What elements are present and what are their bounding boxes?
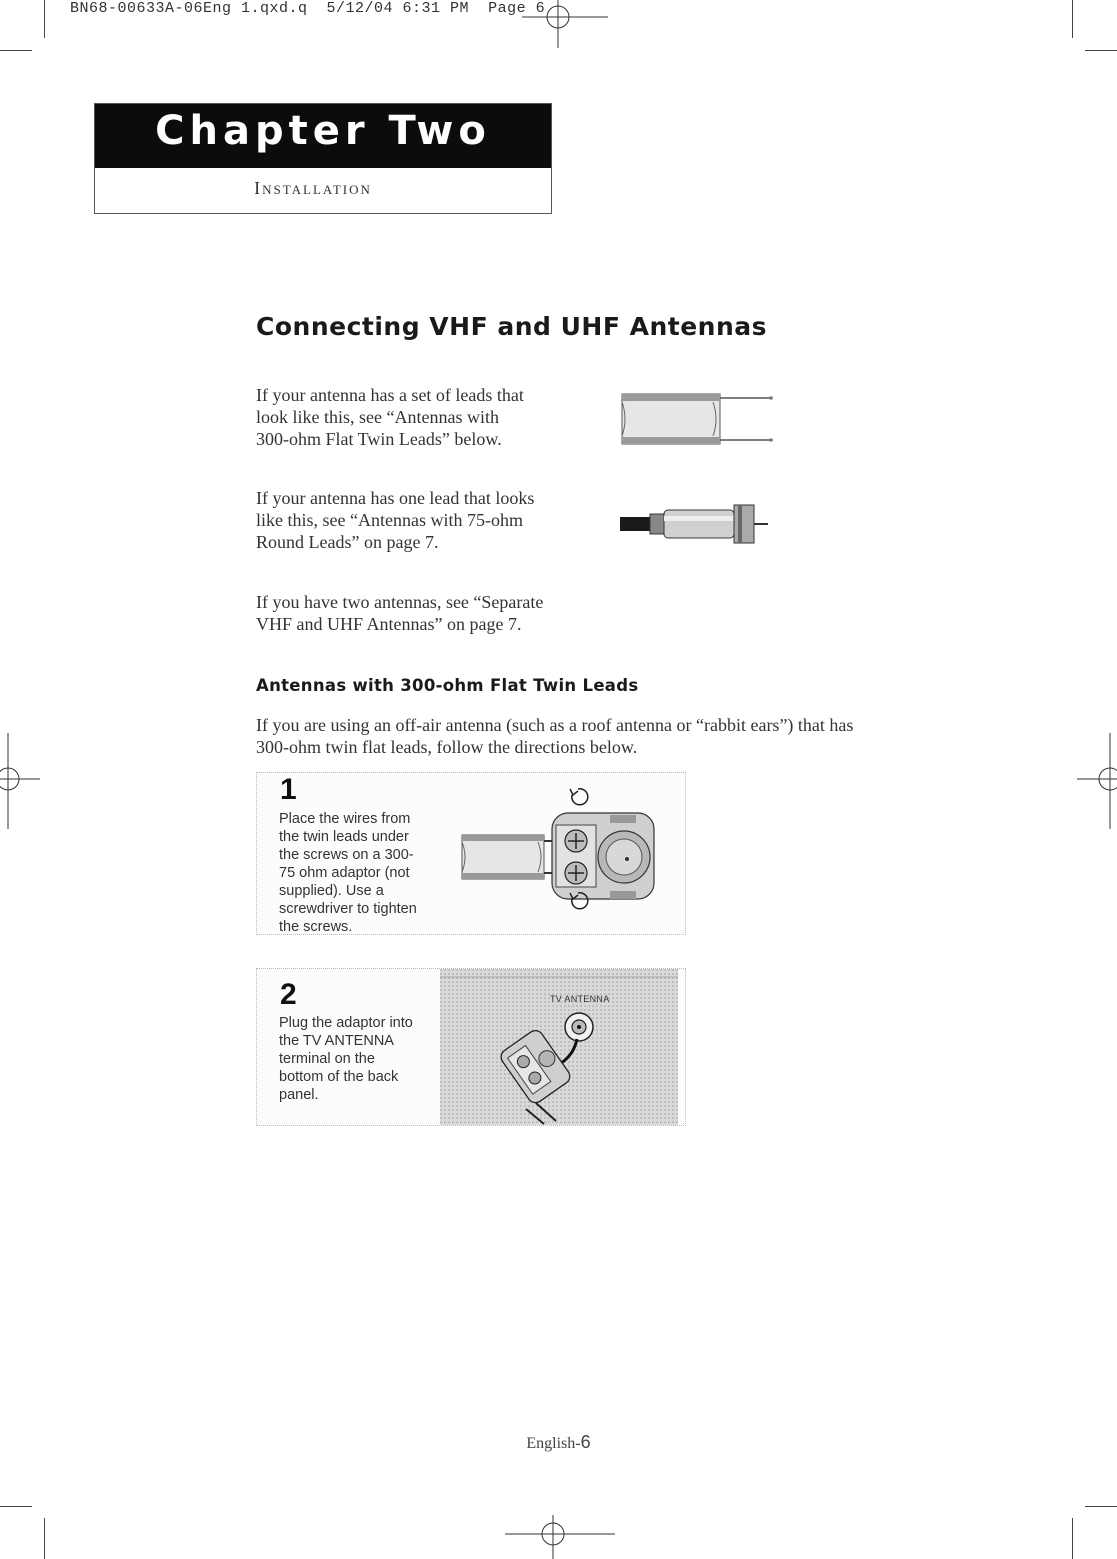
subsection-title: Antennas with 300-ohm Flat Twin Leads (256, 676, 639, 695)
step-1-text: Place the wires from the twin leads under the screws on a 300- 75 ohm adaptor (not supplied). Use a screwdriver to tighten the screws. (279, 811, 417, 935)
tv-antenna-label: TV ANTENNA (550, 994, 610, 1004)
page-footer (0, 1432, 1117, 1453)
flat-twin-lead-illustration (618, 388, 778, 454)
subsection-body: If you are using an off-air antenna (such as a roof antenna or “rabbit ears”) that has 300-ohm twin flat leads, follow the directions below. (256, 715, 854, 757)
registration-mark-top (520, 0, 610, 48)
step-2-text: Plug the adaptor into the TV ANTENNA terminal on the bottom of the back panel. (279, 1015, 413, 1103)
footer-language: English- (526, 1435, 581, 1452)
chapter-subtitle: Installation (254, 178, 372, 198)
intro-paragraph-1: If your antenna has a set of leads that look like this, see “Antennas with 300-ohm Flat Twin Leads” below. (256, 385, 524, 449)
step-1-number: 1 (280, 773, 297, 806)
registration-mark-right (1077, 733, 1117, 829)
step-2-number: 2 (280, 978, 297, 1011)
tv-antenna-terminal-illustration (440, 969, 678, 1125)
intro-paragraph-3: If you have two antennas, see “Separate VHF and UHF Antennas” on page 7. (256, 592, 544, 634)
adaptor-screws-illustration (460, 775, 665, 915)
page-number: 6 (580, 1432, 591, 1452)
print-slug: BN68-00633A-06Eng 1.qxd.q 5/12/04 6:31 PM Page 6 (70, 0, 546, 17)
registration-mark-bottom (505, 1515, 615, 1559)
section-title: Connecting VHF and UHF Antennas (256, 312, 768, 341)
round-lead-illustration (618, 502, 778, 548)
chapter-title: Chapter Two (155, 108, 491, 154)
registration-mark-left (0, 733, 40, 829)
intro-paragraph-2: If your antenna has one lead that looks like this, see “Antennas with 75-ohm Round Leads” on page 7. (256, 488, 535, 552)
